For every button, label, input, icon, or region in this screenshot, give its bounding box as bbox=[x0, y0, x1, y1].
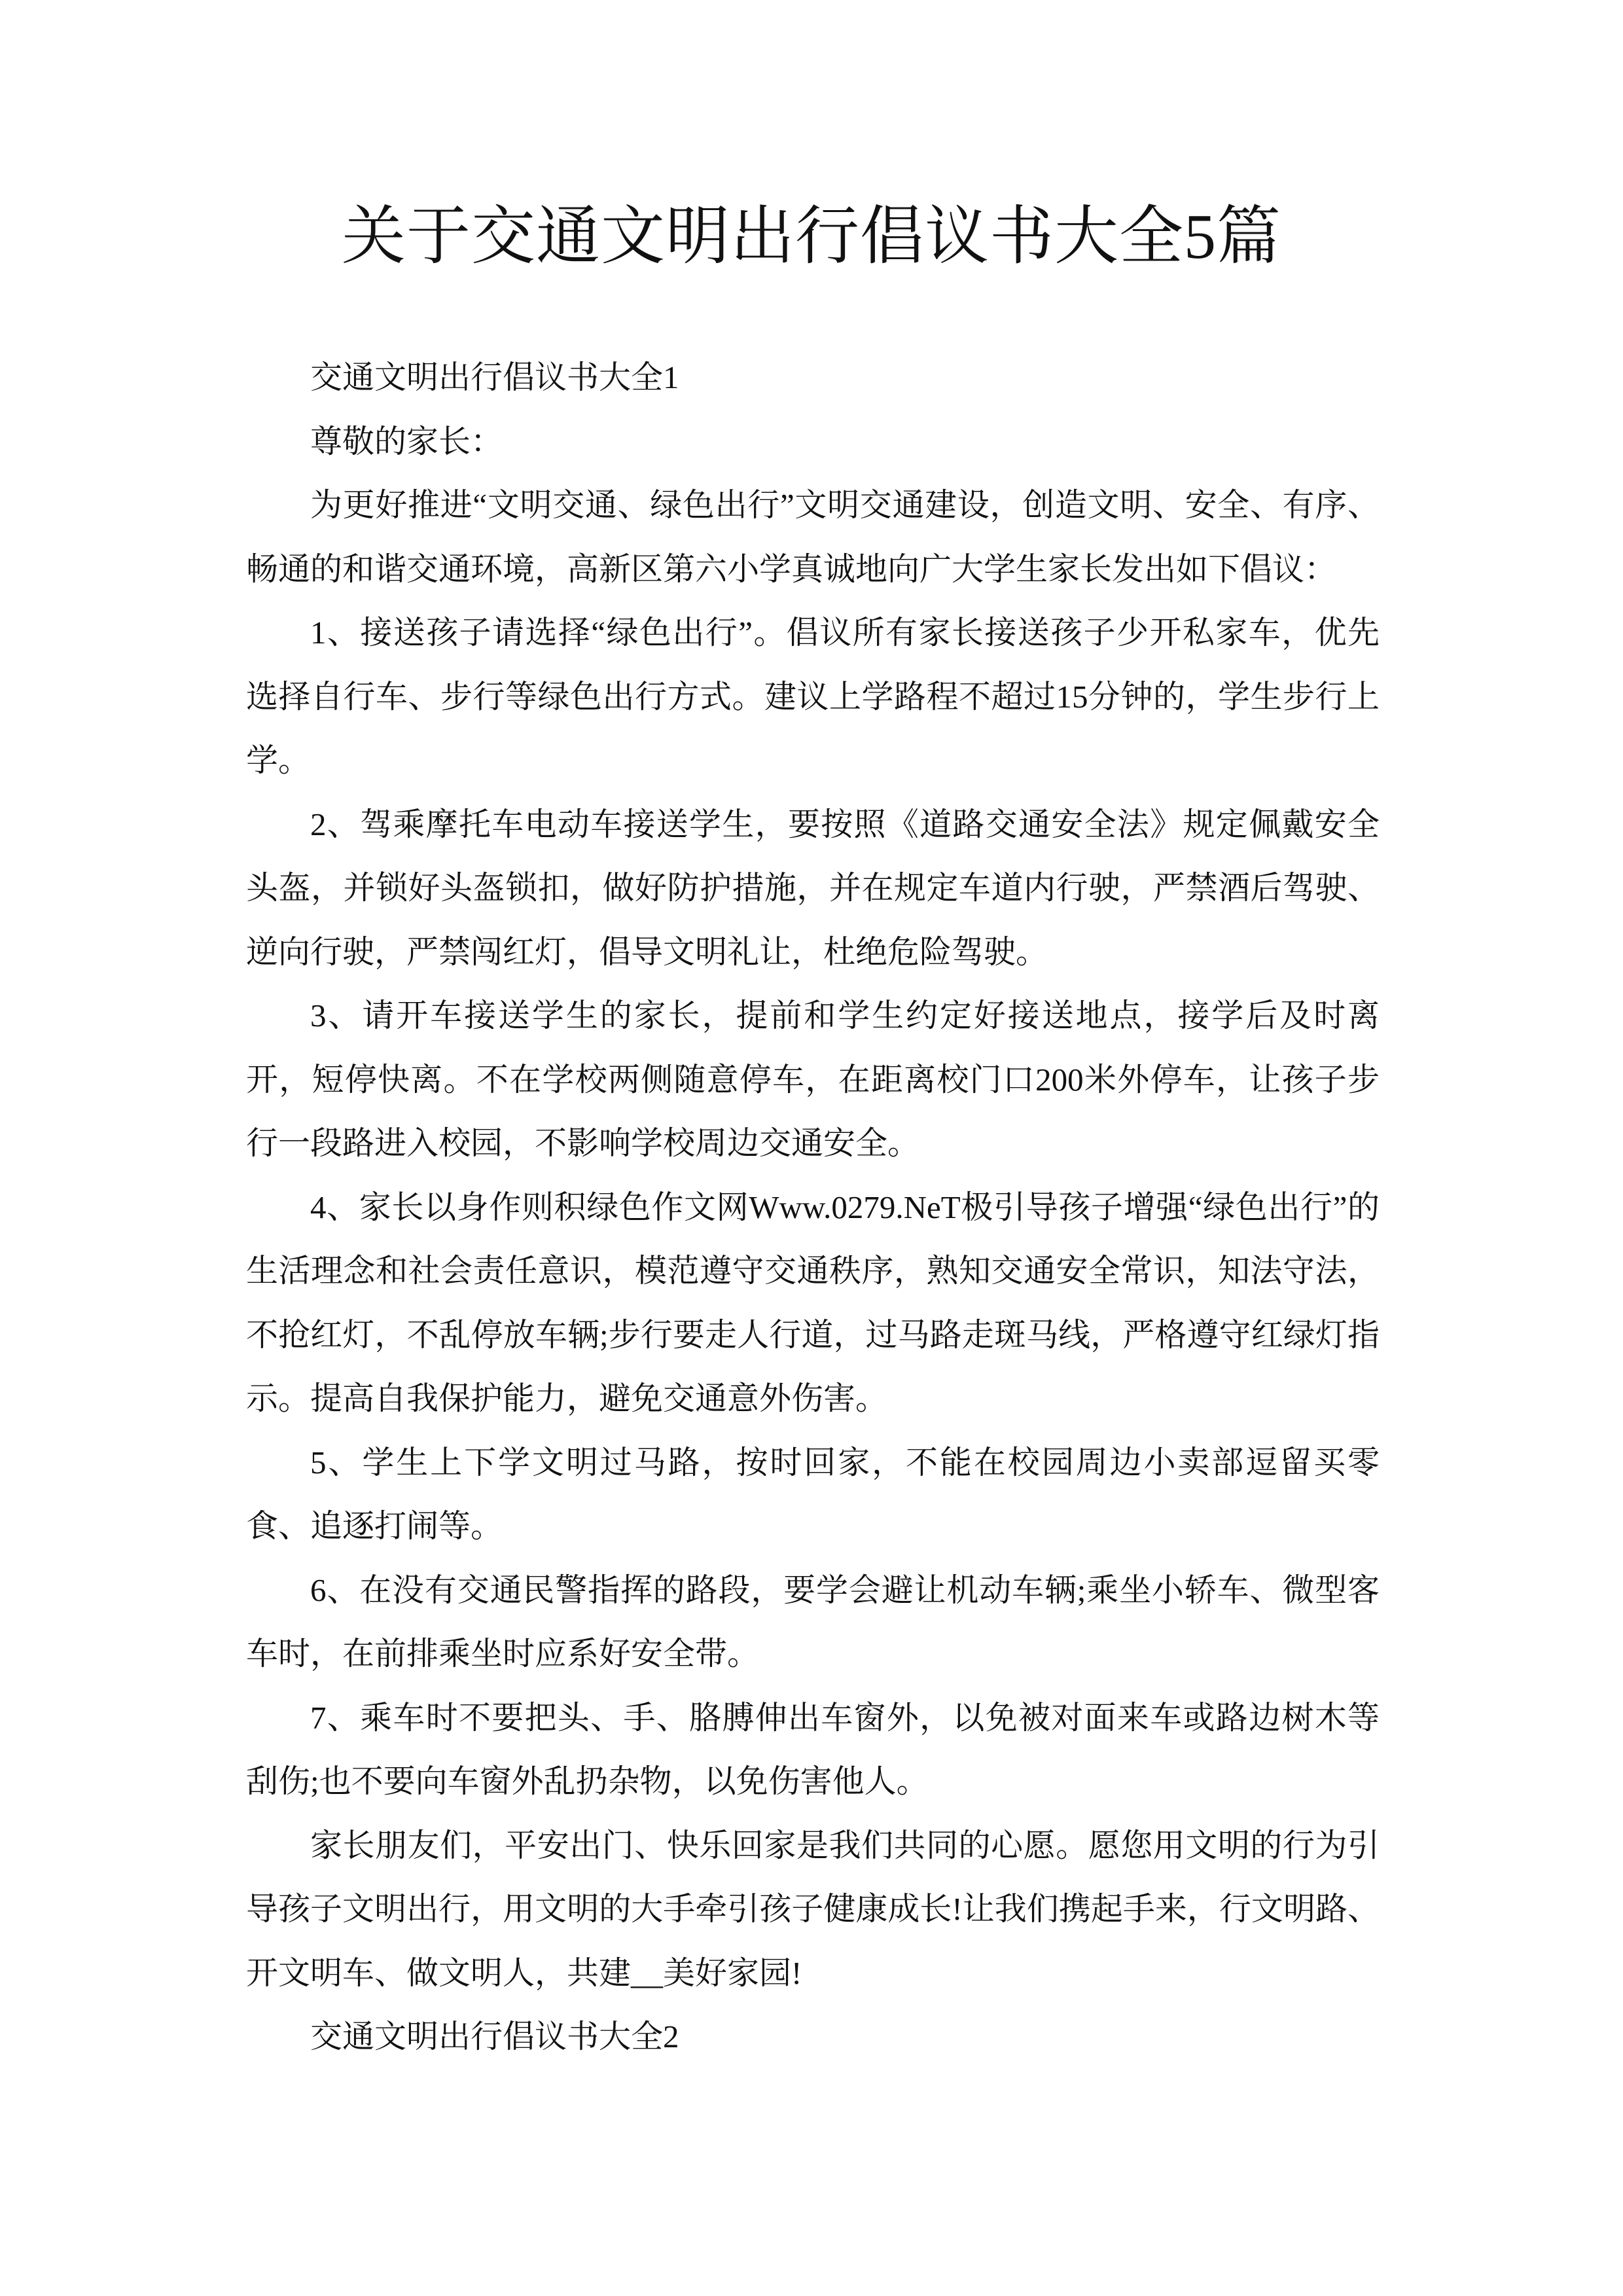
section-heading-1: 交通文明出行倡议书大全1 bbox=[310, 359, 679, 395]
document-title: 关于交通文明出行倡议书大全5篇 bbox=[341, 202, 1281, 272]
paragraph-item-7: 7、乘车时不要把头、手、胳膊伸出车窗外，以免被对面来车或路边树木等刮伤;也不要向车窗外乱扔杂物，以免伤害他人。 bbox=[246, 1699, 1380, 1799]
section-heading-2: 交通文明出行倡议书大全2 bbox=[310, 2018, 679, 2054]
paragraph-item-4: 4、家长以身作则积绿色作文网Www.0279.NeT极引导孩子增强“绿色出行”的生活理念和社会责任意识，模范遵守交通秩序，熟知交通安全常识，知法守法，不抢红灯，不乱停放车辆;步行要走人行道，过马路走斑马线，严格遵守红绿灯指示。提高自我保护能力，避免交通意外伤害。 bbox=[246, 1189, 1380, 1416]
paragraph-intro: 为更好推进“文明交通、绿色出行”文明交通建设，创造文明、安全、有序、畅通的和谐交通环境，高新区第六小学真诚地向广大学生家长发出如下倡议： bbox=[246, 487, 1380, 587]
paragraph-item-1: 1、接送孩子请选择“绿色出行”。倡议所有家长接送孩子少开私家车，优先选择自行车、步行等绿色出行方式。建议上学路程不超过15分钟的，学生步行上学。 bbox=[246, 615, 1380, 778]
paragraph-item-2: 2、驾乘摩托车电动车接送学生，要按照《道路交通安全法》规定佩戴安全头盔，并锁好头盔锁扣，做好防护措施，并在规定车道内行驶，严禁酒后驾驶、逆向行驶，严禁闯红灯，倡导文明礼让，杜绝危险驾驶。 bbox=[246, 806, 1380, 970]
paragraph-item-6: 6、在没有交通民警指挥的路段，要学会避让机动车辆;乘坐小轿车、微型客车时，在前排乘坐时应系好安全带。 bbox=[246, 1571, 1380, 1672]
paragraph-item-5: 5、学生上下学文明过马路，按时回家，不能在校园周边小卖部逗留买零食、追逐打闹等。 bbox=[246, 1444, 1380, 1544]
document-body bbox=[246, 346, 1380, 2069]
greeting: 尊敬的家长： bbox=[310, 423, 503, 459]
paragraph-item-3: 3、请开车接送学生的家长，提前和学生约定好接送地点，接学后及时离开，短停快离。不在学校两侧随意停车，在距离校门口200米外停车，让孩子步行一段路进入校园，不影响学校周边交通安全。 bbox=[246, 997, 1380, 1161]
paragraph-closing: 家长朋友们，平安出门、快乐回家是我们共同的心愿。愿您用文明的行为引导孩子文明出行，用文明的大手牵引孩子健康成长!让我们携起手来，行文明路、开文明车、做文明人，共建__美好家园! bbox=[246, 1827, 1380, 1991]
